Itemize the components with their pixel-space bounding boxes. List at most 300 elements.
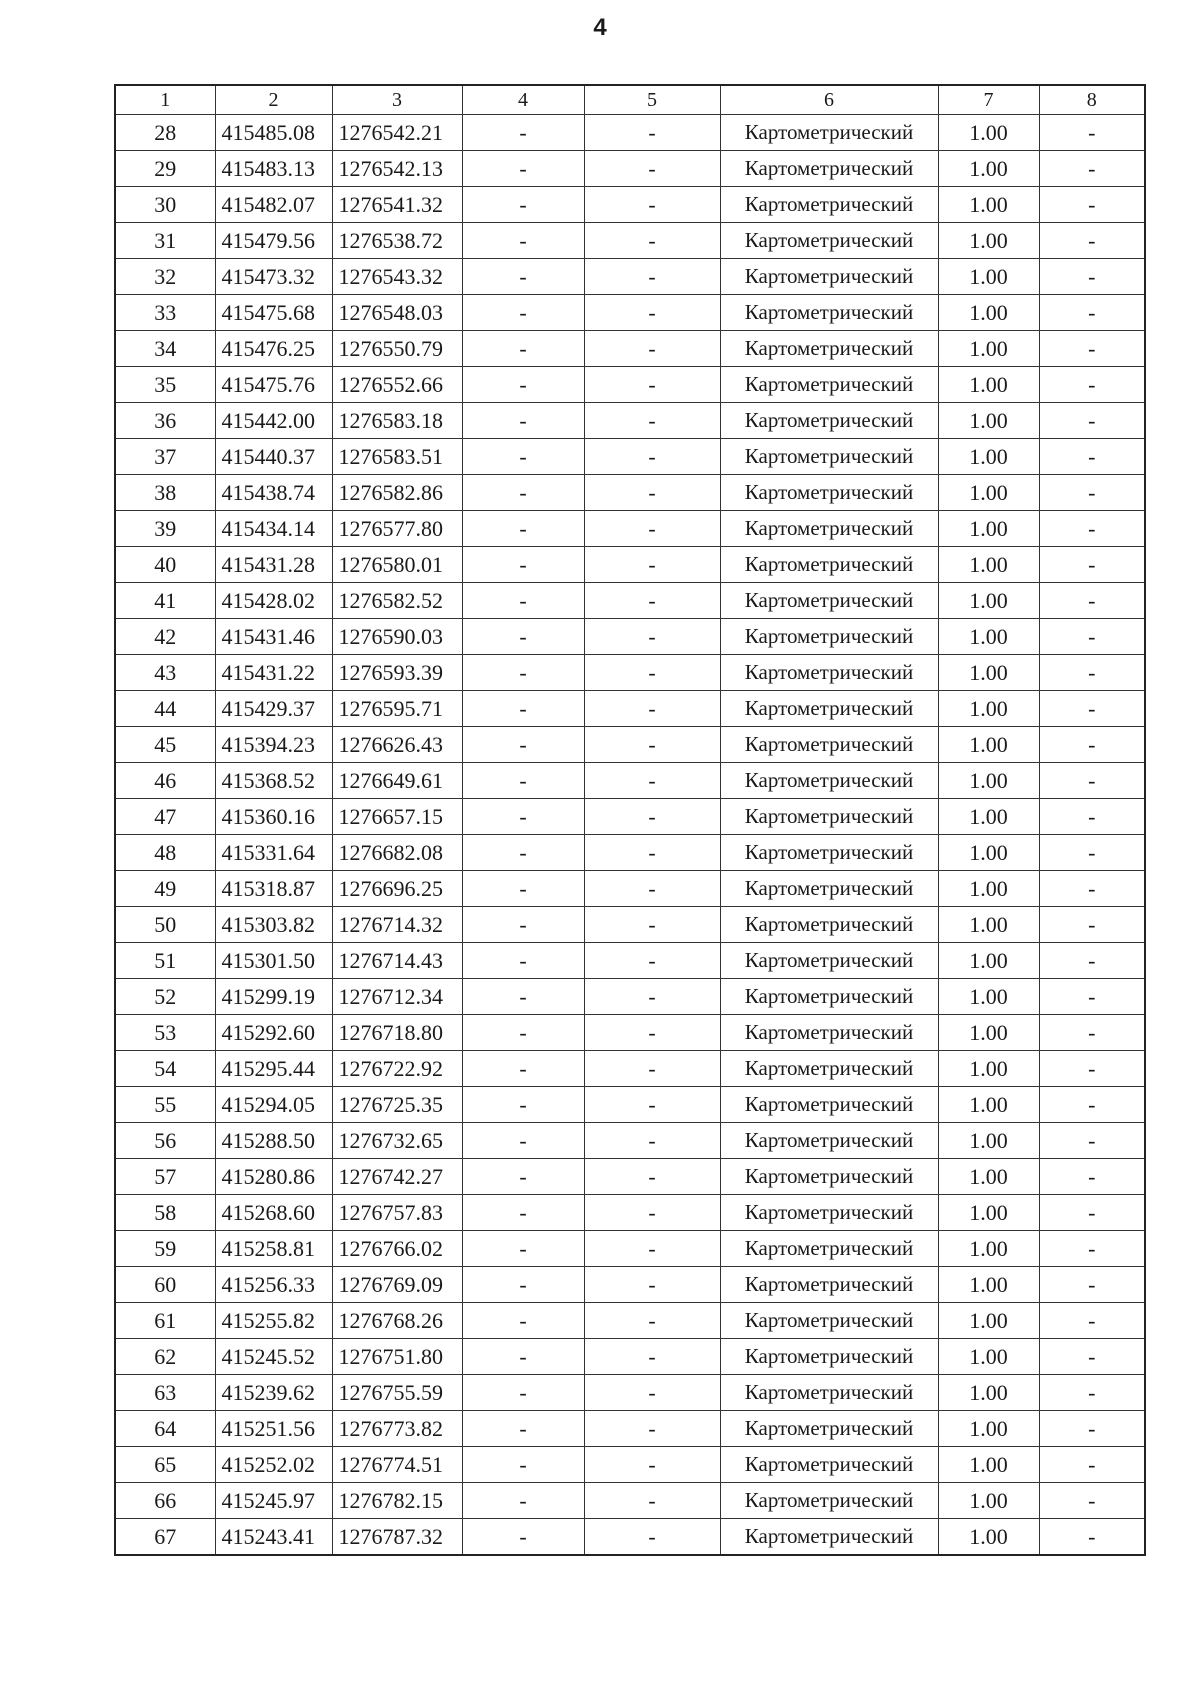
table-row [115,1519,1145,1556]
table-row [115,763,1145,799]
point-number-cell: 44 [115,691,215,727]
y-coordinate-cell: 1276773.82 [332,1411,462,1447]
column-header: 1 [115,85,215,115]
column-4-cell: - [462,475,584,511]
column-4-cell: - [462,1123,584,1159]
method-cell: Картометрический [720,187,938,223]
table-row [115,1303,1145,1339]
x-coordinate-cell: 415294.05 [215,1087,332,1123]
column-8-cell: - [1039,583,1145,619]
x-coordinate-cell: 415255.82 [215,1303,332,1339]
x-coordinate-cell: 415243.41 [215,1519,332,1556]
accuracy-cell: 1.00 [938,1519,1039,1556]
method-cell: Картометрический [720,619,938,655]
table-row [115,295,1145,331]
column-4-cell: - [462,871,584,907]
y-coordinate-cell: 1276595.71 [332,691,462,727]
column-8-cell: - [1039,1447,1145,1483]
column-5-cell: - [584,619,720,655]
method-cell: Картометрический [720,1051,938,1087]
column-5-cell: - [584,403,720,439]
column-header: 5 [584,85,720,115]
table-row [115,1051,1145,1087]
table-row [115,799,1145,835]
column-4-cell: - [462,799,584,835]
x-coordinate-cell: 415280.86 [215,1159,332,1195]
table-row [115,943,1145,979]
x-coordinate-cell: 415438.74 [215,475,332,511]
column-8-cell: - [1039,835,1145,871]
column-5-cell: - [584,907,720,943]
x-coordinate-cell: 415303.82 [215,907,332,943]
y-coordinate-cell: 1276657.15 [332,799,462,835]
column-8-cell: - [1039,367,1145,403]
column-8-cell: - [1039,1087,1145,1123]
column-5-cell: - [584,475,720,511]
x-coordinate-cell: 415485.08 [215,115,332,151]
column-4-cell: - [462,655,584,691]
point-number-cell: 47 [115,799,215,835]
column-8-cell: - [1039,223,1145,259]
table-row [115,115,1145,151]
point-number-cell: 37 [115,439,215,475]
point-number-cell: 31 [115,223,215,259]
point-number-cell: 55 [115,1087,215,1123]
accuracy-cell: 1.00 [938,835,1039,871]
accuracy-cell: 1.00 [938,979,1039,1015]
column-8-cell: - [1039,1123,1145,1159]
accuracy-cell: 1.00 [938,1375,1039,1411]
x-coordinate-cell: 415245.97 [215,1483,332,1519]
method-cell: Картометрический [720,367,938,403]
column-5-cell: - [584,835,720,871]
method-cell: Картометрический [720,439,938,475]
table-row [115,1339,1145,1375]
y-coordinate-cell: 1276538.72 [332,223,462,259]
column-5-cell: - [584,115,720,151]
column-4-cell: - [462,403,584,439]
column-4-cell: - [462,187,584,223]
method-cell: Картометрический [720,943,938,979]
accuracy-cell: 1.00 [938,115,1039,151]
x-coordinate-cell: 415251.56 [215,1411,332,1447]
x-coordinate-cell: 415239.62 [215,1375,332,1411]
accuracy-cell: 1.00 [938,1195,1039,1231]
y-coordinate-cell: 1276580.01 [332,547,462,583]
y-coordinate-cell: 1276548.03 [332,295,462,331]
accuracy-cell: 1.00 [938,475,1039,511]
column-8-cell: - [1039,907,1145,943]
column-8-cell: - [1039,871,1145,907]
accuracy-cell: 1.00 [938,907,1039,943]
accuracy-cell: 1.00 [938,1339,1039,1375]
column-5-cell: - [584,1339,720,1375]
column-5-cell: - [584,943,720,979]
point-number-cell: 50 [115,907,215,943]
method-cell: Картометрический [720,583,938,619]
column-4-cell: - [462,727,584,763]
y-coordinate-cell: 1276722.92 [332,1051,462,1087]
column-8-cell: - [1039,1339,1145,1375]
y-coordinate-cell: 1276682.08 [332,835,462,871]
x-coordinate-cell: 415288.50 [215,1123,332,1159]
x-coordinate-cell: 415431.28 [215,547,332,583]
column-header: 8 [1039,85,1145,115]
column-4-cell: - [462,1051,584,1087]
column-5-cell: - [584,1375,720,1411]
table-row [115,187,1145,223]
column-4-cell: - [462,979,584,1015]
accuracy-cell: 1.00 [938,403,1039,439]
table-row [115,367,1145,403]
accuracy-cell: 1.00 [938,727,1039,763]
accuracy-cell: 1.00 [938,691,1039,727]
point-number-cell: 60 [115,1267,215,1303]
point-number-cell: 58 [115,1195,215,1231]
table-row [115,871,1145,907]
x-coordinate-cell: 415256.33 [215,1267,332,1303]
column-4-cell: - [462,1339,584,1375]
column-8-cell: - [1039,295,1145,331]
column-8-cell: - [1039,619,1145,655]
accuracy-cell: 1.00 [938,1231,1039,1267]
page-number: 4 [593,14,607,41]
column-8-cell: - [1039,1267,1145,1303]
point-number-cell: 53 [115,1015,215,1051]
y-coordinate-cell: 1276649.61 [332,763,462,799]
column-8-cell: - [1039,1231,1145,1267]
accuracy-cell: 1.00 [938,367,1039,403]
accuracy-cell: 1.00 [938,331,1039,367]
column-4-cell: - [462,511,584,547]
point-number-cell: 39 [115,511,215,547]
method-cell: Картометрический [720,151,938,187]
y-coordinate-cell: 1276593.39 [332,655,462,691]
column-5-cell: - [584,547,720,583]
accuracy-cell: 1.00 [938,187,1039,223]
x-coordinate-cell: 415428.02 [215,583,332,619]
method-cell: Картометрический [720,1195,938,1231]
point-number-cell: 66 [115,1483,215,1519]
column-5-cell: - [584,151,720,187]
point-number-cell: 40 [115,547,215,583]
table-row [115,511,1145,547]
x-coordinate-cell: 415252.02 [215,1447,332,1483]
method-cell: Картометрический [720,115,938,151]
column-8-cell: - [1039,331,1145,367]
column-4-cell: - [462,1195,584,1231]
y-coordinate-cell: 1276552.66 [332,367,462,403]
column-4-cell: - [462,1519,584,1556]
column-5-cell: - [584,259,720,295]
method-cell: Картометрический [720,475,938,511]
method-cell: Картометрический [720,511,938,547]
column-8-cell: - [1039,511,1145,547]
column-8-cell: - [1039,1303,1145,1339]
x-coordinate-cell: 415245.52 [215,1339,332,1375]
column-header: 3 [332,85,462,115]
x-coordinate-cell: 415295.44 [215,1051,332,1087]
y-coordinate-cell: 1276542.21 [332,115,462,151]
accuracy-cell: 1.00 [938,1447,1039,1483]
column-5-cell: - [584,1123,720,1159]
method-cell: Картометрический [720,1015,938,1051]
column-5-cell: - [584,871,720,907]
y-coordinate-cell: 1276714.32 [332,907,462,943]
column-8-cell: - [1039,1375,1145,1411]
column-8-cell: - [1039,115,1145,151]
method-cell: Картометрический [720,1123,938,1159]
column-4-cell: - [462,547,584,583]
accuracy-cell: 1.00 [938,799,1039,835]
point-number-cell: 57 [115,1159,215,1195]
point-number-cell: 65 [115,1447,215,1483]
column-4-cell: - [462,1447,584,1483]
point-number-cell: 48 [115,835,215,871]
column-5-cell: - [584,439,720,475]
y-coordinate-cell: 1276787.32 [332,1519,462,1556]
y-coordinate-cell: 1276782.15 [332,1483,462,1519]
y-coordinate-cell: 1276769.09 [332,1267,462,1303]
y-coordinate-cell: 1276542.13 [332,151,462,187]
y-coordinate-cell: 1276577.80 [332,511,462,547]
column-header: 4 [462,85,584,115]
point-number-cell: 30 [115,187,215,223]
point-number-cell: 38 [115,475,215,511]
accuracy-cell: 1.00 [938,619,1039,655]
column-header: 2 [215,85,332,115]
point-number-cell: 36 [115,403,215,439]
table-row [115,1159,1145,1195]
table-row [115,979,1145,1015]
y-coordinate-cell: 1276590.03 [332,619,462,655]
column-4-cell: - [462,907,584,943]
column-8-cell: - [1039,691,1145,727]
column-5-cell: - [584,655,720,691]
y-coordinate-cell: 1276766.02 [332,1231,462,1267]
method-cell: Картометрический [720,1159,938,1195]
accuracy-cell: 1.00 [938,763,1039,799]
table-row [115,1267,1145,1303]
column-8-cell: - [1039,763,1145,799]
table-row [115,907,1145,943]
x-coordinate-cell: 415318.87 [215,871,332,907]
method-cell: Картометрический [720,331,938,367]
column-4-cell: - [462,691,584,727]
y-coordinate-cell: 1276755.59 [332,1375,462,1411]
table-row [115,331,1145,367]
point-number-cell: 42 [115,619,215,655]
table-row [115,835,1145,871]
column-5-cell: - [584,1015,720,1051]
accuracy-cell: 1.00 [938,151,1039,187]
column-8-cell: - [1039,547,1145,583]
y-coordinate-cell: 1276725.35 [332,1087,462,1123]
table-row [115,1087,1145,1123]
column-5-cell: - [584,1267,720,1303]
accuracy-cell: 1.00 [938,1303,1039,1339]
table-body [115,115,1145,1556]
table-row [115,583,1145,619]
point-number-cell: 34 [115,331,215,367]
column-4-cell: - [462,331,584,367]
column-4-cell: - [462,763,584,799]
accuracy-cell: 1.00 [938,547,1039,583]
table-row [115,1195,1145,1231]
accuracy-cell: 1.00 [938,655,1039,691]
point-number-cell: 46 [115,763,215,799]
y-coordinate-cell: 1276768.26 [332,1303,462,1339]
column-5-cell: - [584,1303,720,1339]
table-row [115,1123,1145,1159]
column-4-cell: - [462,115,584,151]
point-number-cell: 61 [115,1303,215,1339]
column-8-cell: - [1039,1015,1145,1051]
x-coordinate-cell: 415360.16 [215,799,332,835]
table-row [115,691,1145,727]
accuracy-cell: 1.00 [938,511,1039,547]
x-coordinate-cell: 415268.60 [215,1195,332,1231]
y-coordinate-cell: 1276550.79 [332,331,462,367]
method-cell: Картометрический [720,1267,938,1303]
method-cell: Картометрический [720,223,938,259]
column-5-cell: - [584,1195,720,1231]
table-row [115,547,1145,583]
column-5-cell: - [584,979,720,1015]
x-coordinate-cell: 415479.56 [215,223,332,259]
y-coordinate-cell: 1276732.65 [332,1123,462,1159]
column-4-cell: - [462,1375,584,1411]
column-8-cell: - [1039,151,1145,187]
method-cell: Картометрический [720,979,938,1015]
point-number-cell: 52 [115,979,215,1015]
column-4-cell: - [462,1483,584,1519]
column-4-cell: - [462,1267,584,1303]
y-coordinate-cell: 1276582.52 [332,583,462,619]
method-cell: Картометрический [720,1411,938,1447]
method-cell: Картометрический [720,1303,938,1339]
column-8-cell: - [1039,475,1145,511]
accuracy-cell: 1.00 [938,1411,1039,1447]
point-number-cell: 33 [115,295,215,331]
column-5-cell: - [584,367,720,403]
column-5-cell: - [584,1087,720,1123]
method-cell: Картометрический [720,655,938,691]
x-coordinate-cell: 415299.19 [215,979,332,1015]
table-row [115,1411,1145,1447]
y-coordinate-cell: 1276742.27 [332,1159,462,1195]
column-5-cell: - [584,1231,720,1267]
y-coordinate-cell: 1276582.86 [332,475,462,511]
accuracy-cell: 1.00 [938,1267,1039,1303]
column-5-cell: - [584,511,720,547]
x-coordinate-cell: 415475.76 [215,367,332,403]
table-row [115,439,1145,475]
y-coordinate-cell: 1276712.34 [332,979,462,1015]
accuracy-cell: 1.00 [938,439,1039,475]
y-coordinate-cell: 1276583.18 [332,403,462,439]
method-cell: Картометрический [720,1483,938,1519]
y-coordinate-cell: 1276751.80 [332,1339,462,1375]
method-cell: Картометрический [720,799,938,835]
x-coordinate-cell: 415473.32 [215,259,332,295]
point-number-cell: 32 [115,259,215,295]
method-cell: Картометрический [720,547,938,583]
column-5-cell: - [584,1159,720,1195]
accuracy-cell: 1.00 [938,223,1039,259]
point-number-cell: 35 [115,367,215,403]
x-coordinate-cell: 415368.52 [215,763,332,799]
accuracy-cell: 1.00 [938,259,1039,295]
y-coordinate-cell: 1276757.83 [332,1195,462,1231]
method-cell: Картометрический [720,1519,938,1556]
accuracy-cell: 1.00 [938,295,1039,331]
column-8-cell: - [1039,187,1145,223]
table-row [115,1375,1145,1411]
accuracy-cell: 1.00 [938,871,1039,907]
method-cell: Картометрический [720,1231,938,1267]
accuracy-cell: 1.00 [938,583,1039,619]
point-number-cell: 59 [115,1231,215,1267]
point-number-cell: 63 [115,1375,215,1411]
x-coordinate-cell: 415475.68 [215,295,332,331]
point-number-cell: 49 [115,871,215,907]
column-5-cell: - [584,1411,720,1447]
y-coordinate-cell: 1276626.43 [332,727,462,763]
y-coordinate-cell: 1276718.80 [332,1015,462,1051]
table-row [115,475,1145,511]
method-cell: Картометрический [720,1375,938,1411]
table-row [115,1447,1145,1483]
point-number-cell: 56 [115,1123,215,1159]
point-number-cell: 64 [115,1411,215,1447]
x-coordinate-cell: 415442.00 [215,403,332,439]
accuracy-cell: 1.00 [938,1015,1039,1051]
method-cell: Картометрический [720,1339,938,1375]
coordinates-table [114,84,1146,1556]
accuracy-cell: 1.00 [938,1123,1039,1159]
accuracy-cell: 1.00 [938,1159,1039,1195]
table-row [115,1231,1145,1267]
column-5-cell: - [584,799,720,835]
table-row [115,619,1145,655]
column-8-cell: - [1039,1483,1145,1519]
x-coordinate-cell: 415429.37 [215,691,332,727]
y-coordinate-cell: 1276543.32 [332,259,462,295]
column-4-cell: - [462,259,584,295]
column-5-cell: - [584,583,720,619]
column-5-cell: - [584,295,720,331]
method-cell: Картометрический [720,871,938,907]
column-8-cell: - [1039,1051,1145,1087]
column-4-cell: - [462,295,584,331]
point-number-cell: 41 [115,583,215,619]
column-4-cell: - [462,223,584,259]
column-5-cell: - [584,691,720,727]
x-coordinate-cell: 415440.37 [215,439,332,475]
table-row [115,259,1145,295]
x-coordinate-cell: 415258.81 [215,1231,332,1267]
point-number-cell: 67 [115,1519,215,1556]
column-4-cell: - [462,1231,584,1267]
column-4-cell: - [462,1159,584,1195]
point-number-cell: 54 [115,1051,215,1087]
accuracy-cell: 1.00 [938,1483,1039,1519]
method-cell: Картометрический [720,691,938,727]
column-4-cell: - [462,619,584,655]
column-5-cell: - [584,331,720,367]
column-8-cell: - [1039,727,1145,763]
